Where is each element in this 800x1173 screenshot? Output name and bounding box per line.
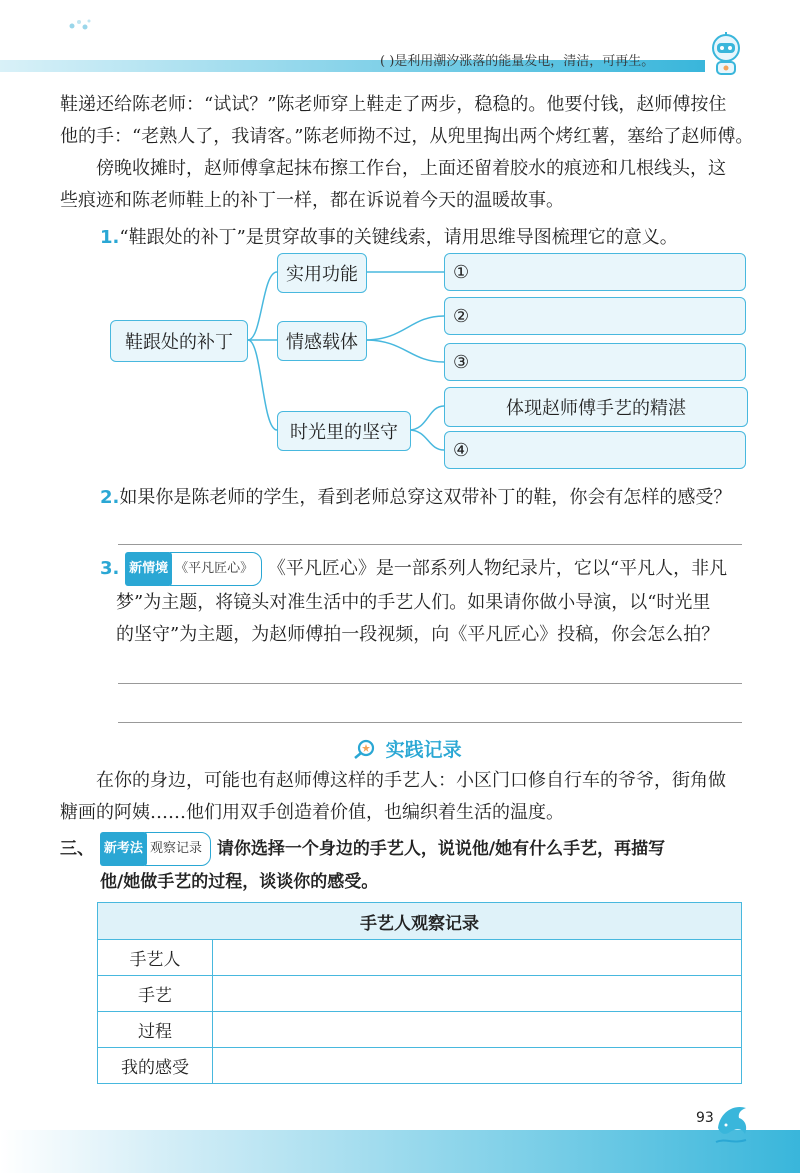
new-context-tag: 新情境	[125, 552, 172, 586]
question-3-main	[60, 832, 665, 866]
row-label: 我的感受	[98, 1048, 213, 1084]
question-number: 2.	[100, 487, 120, 508]
section-title-text: 实践记录	[385, 739, 462, 761]
new-method-tag: 新考法	[100, 832, 147, 866]
tag-subtitle: 观察记录	[145, 832, 211, 866]
answer-line[interactable]	[118, 683, 742, 684]
question-text: 的坚守”为主题，为赵师傅拍一段视频，向《平凡匠心》投稿，你会怎么拍？	[116, 624, 720, 645]
answer-box-2[interactable]	[444, 297, 746, 335]
question-number: 1.	[100, 227, 120, 248]
box-label: ①	[453, 261, 470, 283]
question-text: 如果你是陈老师的学生，看到老师总穿这双带补丁的鞋，你会有怎样的感受？	[119, 487, 732, 508]
answer-cell[interactable]	[213, 1012, 742, 1048]
practice-intro: 糖画的阿姨……他们用双手创造着价值，也编织着生活的温度。	[60, 802, 564, 823]
question-text: 请你选择一个身边的手艺人，说说他/她有什么手艺，再描写	[216, 839, 666, 859]
mindmap-root: 鞋跟处的补丁	[110, 320, 248, 362]
practice-intro: 在你的身边，可能也有赵师傅这样的手艺人：小区门口修自行车的爷爷，街角做	[96, 770, 726, 791]
table-row	[98, 1048, 742, 1084]
story-line: 鞋递还给陈老师：“试试？”陈老师穿上鞋走了两步，稳稳的。他要付钱，赵师傅按住	[60, 94, 727, 115]
question-3	[100, 552, 727, 586]
header-hint: ( )是利用潮汐涨落的能量发电，清洁，可再生。	[380, 54, 655, 69]
question-text: “鞋跟处的补丁”是贯穿故事的关键线索，请用思维导图梳理它的意义。	[119, 227, 678, 248]
answer-line[interactable]	[118, 722, 742, 723]
question-number: 三、	[60, 839, 94, 859]
question-2	[100, 482, 731, 514]
story-line: 他的手：“老熟人了，我请客。”陈老师拗不过，从兜里掏出两个烤红薯，塞给了赵师傅。	[60, 126, 754, 147]
mindmap-branch-practical: 实用功能	[277, 253, 367, 293]
section-title	[353, 735, 462, 762]
footer-bar	[0, 1130, 800, 1173]
answer-box-1[interactable]	[444, 253, 746, 291]
question-number: 3.	[100, 558, 120, 579]
table-row	[98, 1012, 742, 1048]
story-line: 些痕迹和陈老师鞋上的补丁一样，都在诉说着今天的温暖故事。	[60, 190, 564, 211]
table-row	[98, 940, 742, 976]
story-line: 傍晚收摊时，赵师傅拿起抹布擦工作台，上面还留着胶水的痕迹和几根线头，这	[96, 158, 726, 179]
question-text: 他/她做手艺的过程，谈谈你的感受。	[100, 872, 379, 892]
question-text: 梦”为主题，将镜头对准生活中的手艺人们。如果请你做小导演，以“时光里	[116, 592, 711, 613]
page-number: 93	[696, 1110, 714, 1126]
box-label: 体现赵师傅手艺的精湛	[506, 398, 686, 419]
tag-subtitle: 《平凡匠心》	[170, 552, 262, 586]
box-label: ②	[453, 305, 470, 327]
mindmap-branch-emotional: 情感载体	[277, 321, 367, 361]
answer-cell[interactable]	[213, 940, 742, 976]
dolphin-icon	[712, 1098, 754, 1148]
question-text: 《平凡匠心》是一部系列人物纪录片，它以“平凡人，非凡	[267, 558, 728, 579]
answer-box-3[interactable]	[444, 343, 746, 381]
answer-line[interactable]	[118, 544, 742, 545]
answer-cell[interactable]	[213, 976, 742, 1012]
box-label: ③	[453, 351, 470, 373]
mindmap-branch-persistence: 时光里的坚守	[277, 411, 411, 451]
answer-cell[interactable]	[213, 1048, 742, 1084]
table-title: 手艺人观察记录	[98, 903, 742, 940]
row-label: 手艺人	[98, 940, 213, 976]
row-label: 手艺	[98, 976, 213, 1012]
table-row	[98, 976, 742, 1012]
row-label: 过程	[98, 1012, 213, 1048]
answer-box-given	[444, 387, 748, 427]
answer-box-4[interactable]	[444, 431, 746, 469]
box-label: ④	[453, 439, 470, 461]
magnifier-icon	[353, 739, 379, 759]
observation-table	[97, 902, 742, 1084]
